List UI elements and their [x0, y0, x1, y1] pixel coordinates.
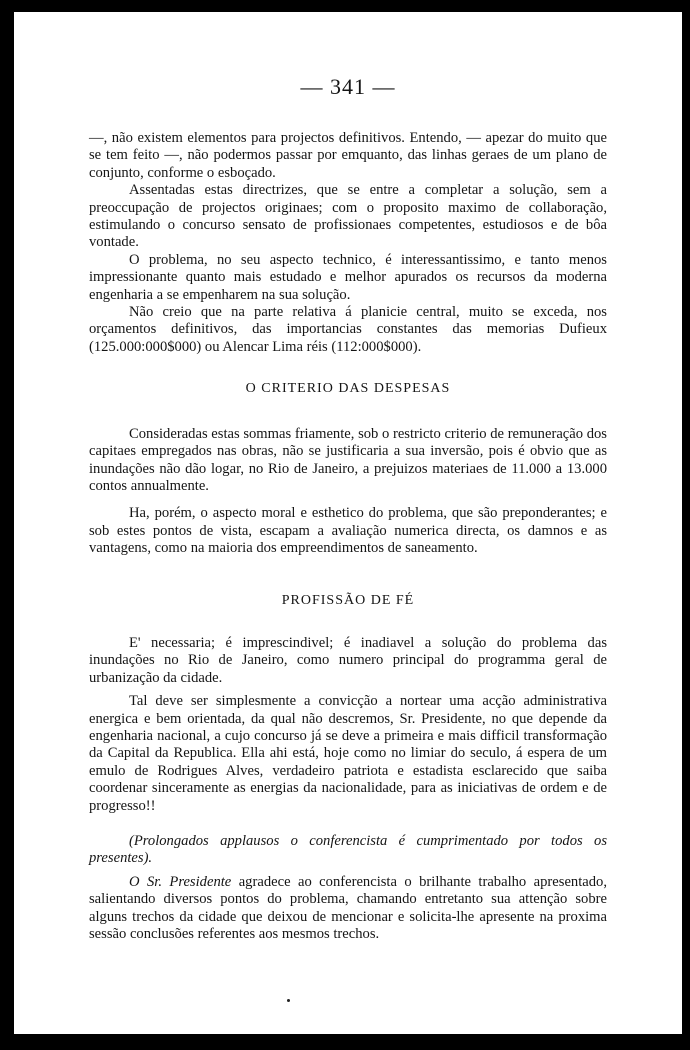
document-page — [14, 12, 682, 1034]
paragraph: Não creio que na parte relativa á planicie central, muito se exceda, nos orçamentos definitivos, das importancias constantes das memorias Dufieux (125.000:000$000) ou Alencar Lima réis (112:000$000). — [89, 304, 607, 355]
paragraph: Tal deve ser simplesmente a convicção a nortear uma acção administrativa energica e bem orientada, da qual não descremos, Sr. Presidente, no que depende da engenharia nacional, a cujo concurso já se deve a primeira e mais difficil transformação da Capital da Republica. Ella ahi está, hoje como no limiar do seculo, á espera de um emulo de Rodrigues Alves, verdadeiro patriota e estadista esclarecido que saiba coordenar sinceramente as energias da nacionalidade, para as iniciativas de ordem e de progresso!! — [89, 693, 607, 814]
paragraph: Assentadas estas directrizes, que se entre a completar a solução, sem a preoccupação de projectos originaes; com o proposito maximo de collaboração, estimulando o concurso sensato de profissionaes competentes, estudiosos e de bôa vontade. — [89, 182, 607, 251]
closing-paragraph — [89, 874, 607, 944]
paragraph: —, não existem elementos para projectos definitivos. Entendo, — apezar do muito que se tem feito —, não podermos passar por emquanto, das linhas geraes de um plano de conjunto, conforme o esboçado. — [89, 130, 607, 181]
section-heading-profissao: PROFISSÃO DE FÉ — [281, 592, 415, 608]
page-number: — 341 — — [300, 74, 396, 99]
applause-note: (Prolongados applausos o conferencista é cumprimentado por todos os presentes). — [89, 833, 607, 867]
paragraph: Ha, porém, o aspecto moral e esthetico do problema, que são preponderantes; e sob estes pontos de vista, escapam a avaliação numerica directa, os damnos e as vantagens, como na maioria dos empreendimentos de saneamento. — [89, 505, 607, 557]
section-heading-criterio: O CRITERIO DAS DESPESAS — [245, 381, 451, 397]
page-mark — [287, 999, 290, 1002]
closing-text: agradece ao conferencista o brilhante trabalho apresentado, salientando diversos pontos do problema, chamando entretanto sua attenção sobre alguns trechos da cidade que deixou de mencionar e solicita-lhe apresente na proxima sessão conclusões referentes aos mesmos trechos. — [89, 873, 607, 943]
paragraph: Consideradas estas sommas friamente, sob o restricto criterio de remuneração dos capitaes empregados nas obras, não se justificaria a sua inversão, pois é obvio que as inundações não dão logar, no Rio de Janeiro, a prejuizos materiaes de 11.000 a 13.000 contos annualmente. — [89, 425, 607, 494]
speaker-name: O Sr. Presidente — [129, 873, 232, 890]
page-content — [89, 74, 607, 943]
paragraph: O problema, no seu aspecto technico, é interessantissimo, e tanto menos impressionante quanto mais estudado e melhor apurados os recursos da moderna engenharia a se empenharem na sua solução. — [89, 251, 607, 303]
paragraph: E' necessaria; é imprescindivel; é inadiavel a solução do problema das inundações no Rio de Janeiro, como numero principal do programma geral de urbanização da cidade. — [89, 634, 607, 686]
